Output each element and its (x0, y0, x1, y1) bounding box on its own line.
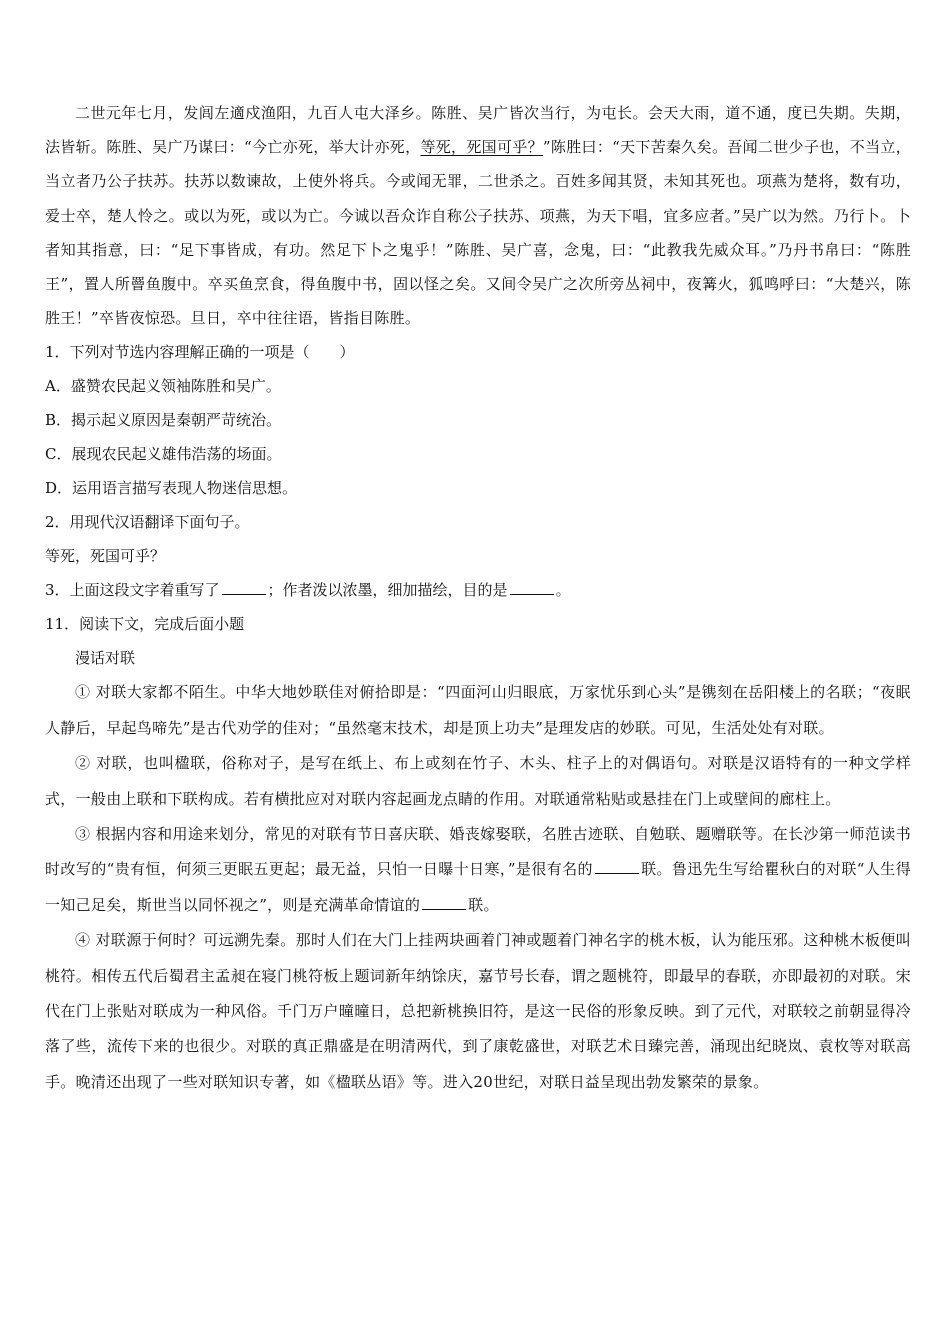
question-3-middle: ；作者泼以浓墨，细加描绘，目的是 (267, 581, 508, 600)
passage-paragraph (45, 96, 911, 335)
question-1-option-d[interactable]: D．运用语言描写表现人物迷信思想。 (45, 479, 298, 498)
article-paragraph-1: ① 对联大家都不陌生。中华大地妙联佳对俯拾即是：“四面河山归眼底，万家忧乐到心头”是镌刻在岳阳楼上的名联；“夜眠人静后，早起鸟啼先”是古代劝学的佳对；“虽然毫末技术，却是顶上功夫”是理发店的妙联。可见，生活处处有对联。 (45, 683, 911, 737)
article-paragraph-3 (45, 817, 911, 923)
article-paragraph-2: ② 对联，也叫楹联，俗称对子，是写在纸上、布上或刻在竹子、木头、柱子上的对偶语句。对联是汉语特有的一种文学样式，一般由上联和下联构成。若有横批应对对联内容起画龙点睛的作用。对联通常粘贴或悬挂在门上或壁间的廊柱上。 (45, 754, 911, 808)
question-11-stem: 11．阅读下文，完成后面小题 (45, 615, 245, 634)
article-paragraph-3-part-b: 联。鲁迅先生写给瞿秋白的对联“人生得一知己足矣，斯世当以同怀视之”，则是充满革命情谊的 (45, 860, 911, 914)
question-1-option-b[interactable]: B．揭示起义原因是秦朝严苛统治。 (45, 411, 282, 430)
article-paragraph-3-part-a: ③ 根据内容和用途来划分，常见的对联有节日喜庆联、婚丧嫁娶联，名胜古迹联、自勉联、题赠联等。在长沙第一师范读书时改写的“贵有恒，何须三更眠五更起；最无益，只怕一日曝十日寒，”是很有名的 (45, 825, 911, 879)
question-2-stem: 2．用现代汉语翻译下面句子。 (45, 513, 250, 532)
answer-blank[interactable] (595, 858, 639, 874)
question-1-option-a[interactable]: A．盛赞农民起义领袖陈胜和吴广。 (45, 377, 281, 396)
article-paragraph-3-part-c: 联。 (468, 895, 499, 914)
answer-blank[interactable] (422, 894, 466, 910)
answer-blank[interactable] (222, 579, 266, 595)
question-3 (45, 573, 911, 607)
question-2-sentence: 等死，死国可乎？ (45, 547, 166, 566)
document-page (45, 96, 911, 1100)
question-1-stem: 1．下列对节选内容理解正确的一项是（ ） (45, 343, 355, 362)
article-paragraph-4: ④ 对联源于何时？可远溯先秦。那时人们在大门上挂两块画着门神或题着门神名字的桃木板，认为能压邪。这种桃木板便叫桃符。相传五代后蜀君主孟昶在寝门桃符板上题词新年纳馀庆，嘉节号长春，谓之题桃符，即最早的春联，亦即最初的对联。宋代在门上张贴对联成为一种风俗。千门万户曈曈日，总把新桃换旧符，是这一民俗的形象反映。到了元代，对联较之前朝显得冷落了些，流传下来的也很少。对联的真正鼎盛是在明清两代，到了康乾盛世，对联艺术日臻完善，涌现出纪晓岚、袁枚等对联高手。晚清还出现了一些对联知识专著，如《楹联丛语》等。进入20世纪，对联日益呈现出勃发繁荣的景象。 (45, 931, 911, 1091)
article-body (45, 675, 911, 1100)
question-1-option-c[interactable]: C．展现农民起义雄伟浩荡的场面。 (45, 445, 282, 464)
question-3-before: 3．上面这段文字着重写了 (45, 581, 220, 600)
passage-text-part2: ”陈胜曰：“天下苦秦久矣。吾闻二世少子也，不当立，当立者乃公子扶苏。扶苏以数谏故，上使外将兵。今或闻无罪，二世杀之。百姓多闻其贤，未知其死也。项燕为楚将，数有功，爱士卒，楚人怜之。或以为死，或以为亡。今诚以吾众诈自称公子扶苏、项燕，为天下唱，宜多应者。”吴广以为然。乃行卜。卜者知其指意，曰：“足下事皆成，有功。然足下卜之鬼乎！”陈胜、吴广喜，念鬼，曰：“此教我先威众耳。”乃丹书帛曰：“陈胜王”，置人所罾鱼腹中。卒买鱼烹食，得鱼腹中书，固以怪之矣。又间令吴广之次所旁丛祠中，夜篝火，狐鸣呼曰：“大楚兴，陈胜王！”卒皆夜惊恐。旦日，卒中往往语，皆指目陈胜。 (45, 138, 912, 328)
article-title: 漫话对联 (75, 649, 136, 668)
underlined-sentence: 等死，死国可乎？ (420, 138, 543, 157)
passage-text-part1: 二世元年七月，发闾左適戍渔阳，九百人屯大泽乡。陈胜、吴广皆次当行，为屯长。会天大雨，道不通，度已失期。失期，法皆斩。陈胜、吴广乃谋曰：“今亡亦死，举大计亦死， (45, 104, 911, 157)
question-3-after: 。 (555, 581, 571, 600)
answer-blank[interactable] (510, 579, 554, 595)
